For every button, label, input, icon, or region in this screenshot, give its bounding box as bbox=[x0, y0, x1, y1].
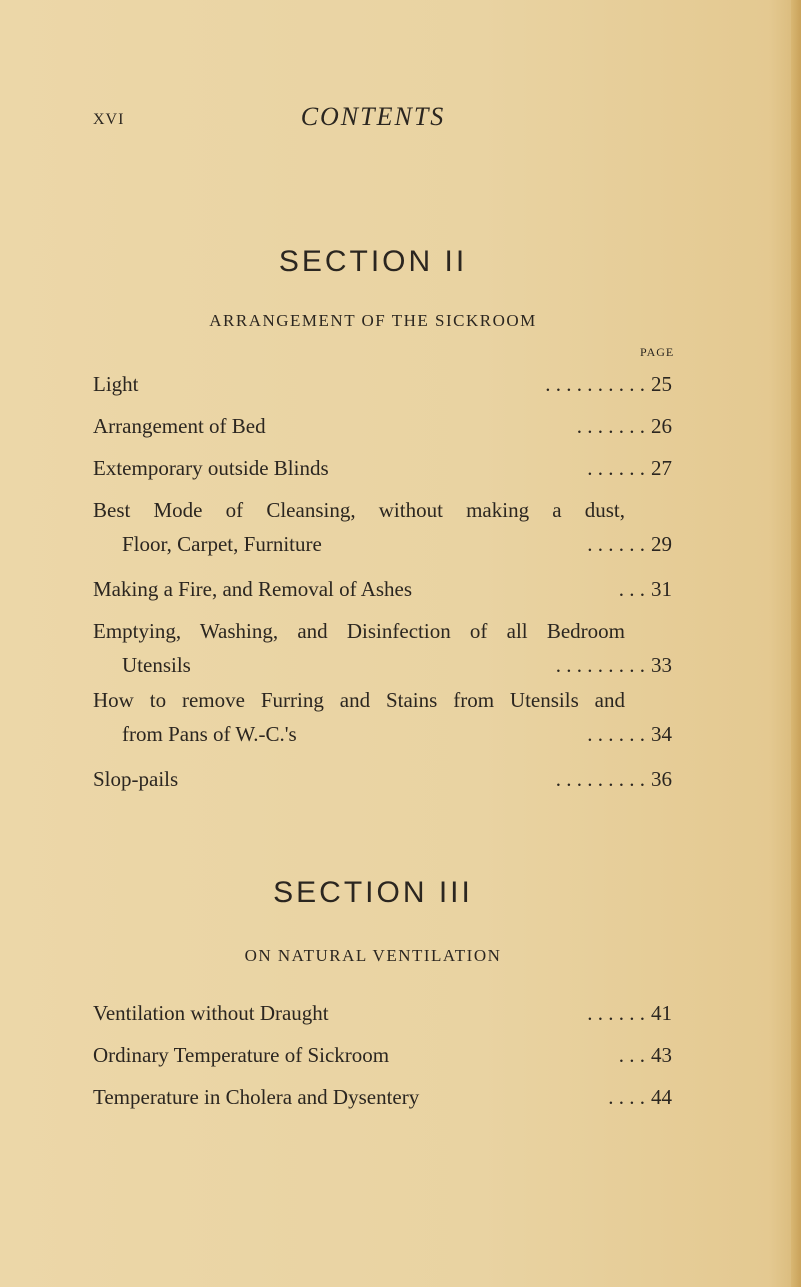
leader-dots: . . . . . . bbox=[587, 722, 645, 746]
entry-title: Making a Fire, and Removal of Ashes bbox=[93, 577, 413, 601]
entry-page: 26 bbox=[651, 414, 672, 438]
toc-entry[interactable] bbox=[93, 1038, 683, 1072]
entry-title: Floor, Carpet, Furniture bbox=[122, 532, 322, 556]
leader-dots: . . . bbox=[618, 577, 645, 601]
toc-entry[interactable] bbox=[93, 614, 683, 682]
leader-dots: . . . . . . . . . . bbox=[545, 372, 645, 396]
toc-entry[interactable] bbox=[93, 1080, 683, 1114]
entry-title: Extemporary outside Blinds bbox=[93, 456, 329, 480]
entry-page: 31 bbox=[651, 577, 672, 601]
section-subtitle: ON NATURAL VENTILATION bbox=[244, 946, 502, 965]
toc-entry[interactable] bbox=[93, 409, 683, 443]
toc-entry[interactable] bbox=[93, 367, 683, 401]
entry-page: 29 bbox=[651, 532, 672, 556]
entry-title: Slop-pails bbox=[93, 767, 179, 791]
toc-entry[interactable] bbox=[93, 683, 683, 751]
leader-dots: . . . bbox=[618, 1043, 645, 1067]
entry-title-line: Emptying, Washing, and Disinfection of all Bedroom bbox=[93, 619, 625, 643]
entry-page: 43 bbox=[651, 1043, 672, 1067]
entry-title-line: Best Mode of Cleansing, without making a dust, bbox=[93, 498, 625, 522]
entry-page: 41 bbox=[651, 1001, 672, 1025]
section-title: SECTION II bbox=[278, 245, 468, 278]
entry-title: Arrangement of Bed bbox=[93, 414, 266, 438]
page-column-label: PAGE bbox=[640, 345, 675, 359]
toc-entry[interactable] bbox=[93, 996, 683, 1030]
running-header bbox=[93, 104, 653, 134]
leader-dots: . . . . . . . . . bbox=[555, 653, 645, 677]
leader-dots: . . . . . . . bbox=[576, 414, 645, 438]
entry-title: Light bbox=[93, 372, 139, 396]
entry-title: from Pans of W.-C.'s bbox=[122, 722, 297, 746]
running-title: CONTENTS bbox=[300, 102, 446, 131]
entry-title: Ordinary Temperature of Sickroom bbox=[93, 1043, 390, 1067]
section-subtitle: ARRANGEMENT OF THE SICKROOM bbox=[209, 311, 537, 330]
entry-title: Temperature in Cholera and Dysentery bbox=[93, 1085, 420, 1109]
entry-page: 33 bbox=[651, 653, 672, 677]
leader-dots: . . . . . . . . . bbox=[555, 767, 645, 791]
toc-entry[interactable] bbox=[93, 572, 683, 606]
entry-title: Ventilation without Draught bbox=[93, 1001, 329, 1025]
leader-dots: . . . . . . bbox=[587, 456, 645, 480]
toc-entry[interactable] bbox=[93, 762, 683, 796]
page-edge bbox=[791, 0, 801, 1287]
leader-dots: . . . . . . bbox=[587, 532, 645, 556]
entry-page: 27 bbox=[651, 456, 672, 480]
entry-page: 36 bbox=[651, 767, 672, 791]
entry-page: 34 bbox=[651, 722, 672, 746]
leader-dots: . . . . bbox=[608, 1085, 645, 1109]
entry-title-line: How to remove Furring and Stains from Utensils and bbox=[93, 688, 625, 712]
page-number: xvi bbox=[93, 104, 125, 129]
leader-dots: . . . . . . bbox=[587, 1001, 645, 1025]
entry-page: 25 bbox=[651, 372, 672, 396]
entry-title: Utensils bbox=[122, 653, 191, 677]
toc-entry[interactable] bbox=[93, 493, 683, 561]
toc-entry[interactable] bbox=[93, 451, 683, 485]
entry-page: 44 bbox=[651, 1085, 672, 1109]
section-title: SECTION III bbox=[273, 876, 473, 909]
